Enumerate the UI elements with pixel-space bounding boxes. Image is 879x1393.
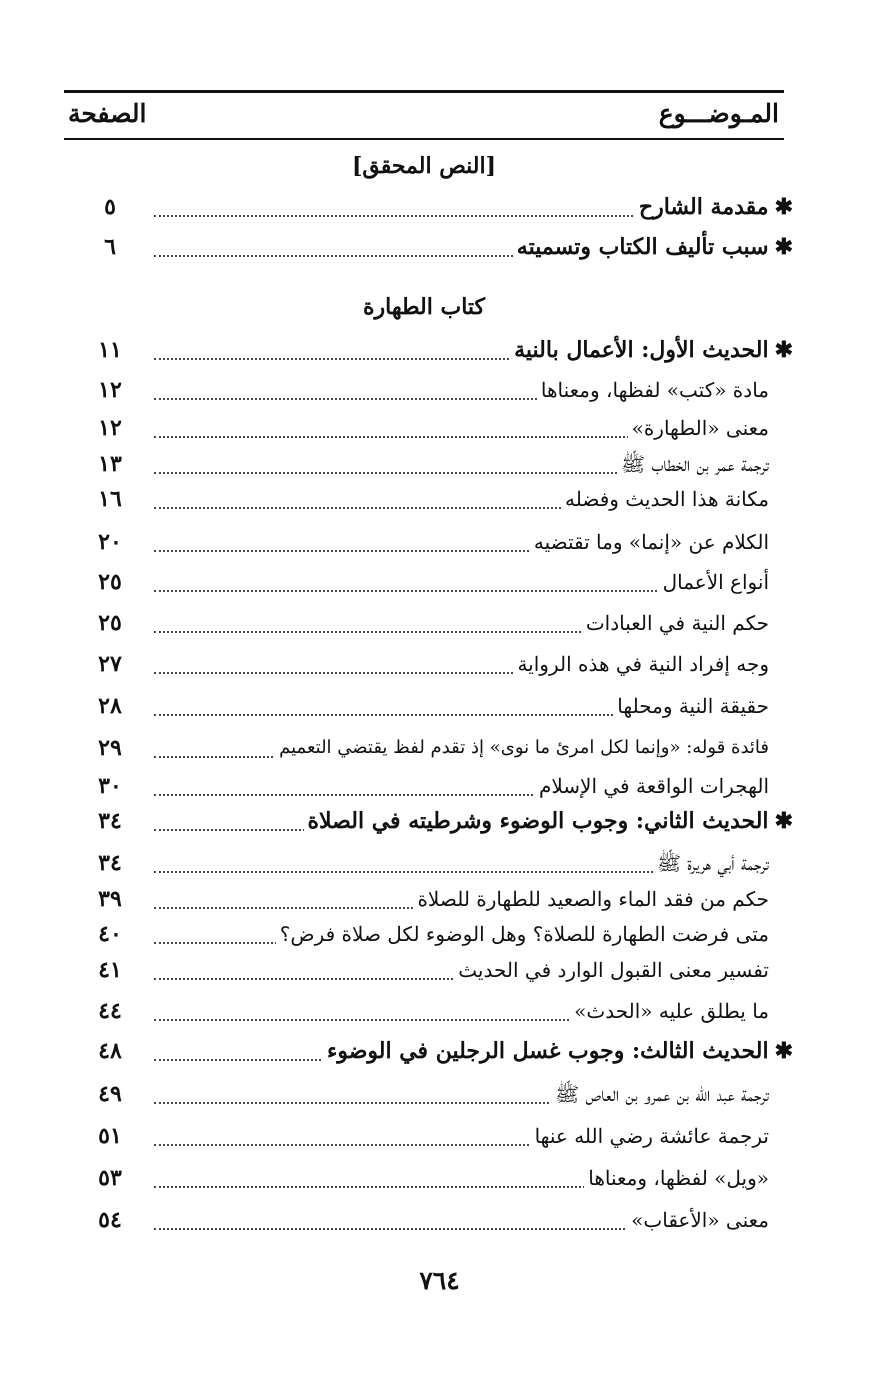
entry-page-number: ٣٤ bbox=[98, 850, 122, 876]
entry-title: الهجرات الواقعة في الإسلام bbox=[535, 768, 769, 804]
entry-title: ✱سبب تأليف الكتاب وتسميته bbox=[513, 229, 793, 265]
toc-entry[interactable] bbox=[0, 564, 879, 600]
entry-title: ✱الحديث الثالث: وجوب غسل الرجلين في الوضوء bbox=[323, 1033, 793, 1069]
toc-entry[interactable] bbox=[0, 332, 879, 368]
entry-title: معنى «الأعقاب» bbox=[627, 1202, 769, 1238]
toc-entry[interactable] bbox=[0, 524, 879, 560]
entry-page-number: ٣٠ bbox=[98, 773, 122, 799]
entry-page-number: ١٢ bbox=[98, 377, 122, 403]
toc-entry[interactable] bbox=[0, 952, 879, 988]
entry-title: حكم من فقد الماء والصعيد للطهارة للصلاة bbox=[413, 881, 769, 917]
entry-page-number: ٥٣ bbox=[98, 1165, 122, 1191]
entry-title: متى فرضت الطهارة للصلاة؟ وهل الوضوء لكل صلاة فرض؟ bbox=[276, 916, 769, 952]
entry-title: ما يطلق عليه «الحدث» bbox=[570, 993, 769, 1029]
folio-page-number: ٧٦٤ bbox=[419, 1266, 460, 1295]
entry-page-number: ٢٥ bbox=[98, 610, 122, 636]
toc-entry[interactable] bbox=[0, 646, 879, 682]
entry-title: ترجمة أبي هريرة ﷺ bbox=[653, 845, 769, 881]
entry-page-number: ٤٠ bbox=[98, 921, 122, 947]
asterisk-bullet-icon: ✱ bbox=[774, 234, 793, 260]
header-top-rule bbox=[64, 90, 784, 93]
entry-title: حكم النية في العبادات bbox=[582, 605, 769, 641]
entry-page-number: ٤١ bbox=[98, 957, 122, 983]
entry-page-number: ٤٩ bbox=[98, 1081, 122, 1107]
entry-page-number: ١٦ bbox=[98, 486, 122, 512]
toc-entry[interactable] bbox=[0, 1202, 879, 1238]
entry-page-number: ١١ bbox=[98, 337, 122, 363]
entry-title: ✱الحديث الثاني: وجوب الوضوء وشرطيته في الصلاة bbox=[304, 803, 793, 839]
asterisk-bullet-icon: ✱ bbox=[774, 1038, 793, 1064]
entry-page-number: ١٢ bbox=[98, 415, 122, 441]
entry-title: تفسير معنى القبول الوارد في الحديث bbox=[454, 952, 769, 988]
entry-page-number: ٢٥ bbox=[98, 569, 122, 595]
entry-page-number: ٥ bbox=[104, 194, 116, 220]
entry-page-number: ٥٤ bbox=[98, 1207, 122, 1233]
toc-entry[interactable] bbox=[0, 688, 879, 724]
page-column-header: الصفحة bbox=[68, 99, 147, 128]
entry-title: ترجمة عائشة رضي الله عنها bbox=[531, 1118, 769, 1154]
entry-title: ترجمة عبد الله بن عمرو بن العاص ﷺ bbox=[551, 1076, 769, 1112]
entry-page-number: ٤٨ bbox=[98, 1038, 122, 1064]
toc-entry[interactable] bbox=[0, 605, 879, 641]
section-heading-verified-text: [النص المحقق] bbox=[351, 153, 497, 179]
toc-entry[interactable] bbox=[0, 410, 879, 446]
entry-title: «ويل» لفظها، ومعناها bbox=[584, 1160, 769, 1196]
toc-entry[interactable] bbox=[0, 1033, 879, 1069]
entry-page-number: ٣٩ bbox=[98, 886, 122, 912]
toc-entry[interactable] bbox=[0, 881, 879, 917]
entry-title: وجه إفراد النية في هذه الرواية bbox=[513, 646, 769, 682]
toc-entry[interactable] bbox=[0, 229, 879, 265]
entry-title: مكانة هذا الحديث وفضله bbox=[561, 481, 769, 517]
asterisk-bullet-icon: ✱ bbox=[774, 194, 793, 220]
entry-title: معنى «الطهارة» bbox=[628, 410, 769, 446]
entry-page-number: ٤٤ bbox=[98, 998, 122, 1024]
asterisk-bullet-icon: ✱ bbox=[774, 808, 793, 834]
toc-entry[interactable] bbox=[0, 768, 879, 804]
entry-title: فائدة قوله: «وإنما لكل امرئ ما نوى» إذ تقدم لفظ يقتضي التعميم bbox=[275, 730, 769, 766]
header-bottom-rule bbox=[64, 138, 784, 140]
entry-page-number: ٣٤ bbox=[98, 808, 122, 834]
toc-entry[interactable] bbox=[0, 1118, 879, 1154]
entry-title: الكلام عن «إنما» وما تقتضيه bbox=[530, 524, 769, 560]
entry-title: مادة «كتب» لفظها، ومعناها bbox=[537, 372, 769, 408]
toc-entry[interactable] bbox=[0, 1160, 879, 1196]
toc-entry[interactable] bbox=[0, 993, 879, 1029]
entry-page-number: ٢٩ bbox=[98, 735, 122, 761]
toc-entry[interactable] bbox=[0, 1076, 879, 1112]
toc-entry[interactable] bbox=[0, 481, 879, 517]
entry-page-number: ٥١ bbox=[98, 1123, 122, 1149]
toc-entry[interactable] bbox=[0, 446, 879, 482]
entry-page-number: ١٣ bbox=[98, 451, 122, 477]
entry-title: ✱الحديث الأول: الأعمال بالنية bbox=[510, 332, 793, 368]
entry-title: حقيقة النية ومحلها bbox=[613, 688, 769, 724]
asterisk-bullet-icon: ✱ bbox=[774, 337, 793, 363]
toc-entry[interactable] bbox=[0, 803, 879, 839]
toc-entry[interactable] bbox=[0, 372, 879, 408]
entry-title: ترجمة عمر بن الخطاب ﷺ bbox=[617, 446, 769, 482]
section-heading-book-of-purification: كتاب الطهارة bbox=[362, 294, 486, 320]
toc-entry[interactable] bbox=[0, 730, 879, 766]
toc-entry[interactable] bbox=[0, 845, 879, 881]
toc-entry[interactable] bbox=[0, 189, 879, 225]
entry-page-number: ٢٠ bbox=[98, 529, 122, 555]
toc-entry[interactable] bbox=[0, 916, 879, 952]
topic-column-header: المـوضـــوع bbox=[658, 99, 779, 128]
entry-page-number: ٦ bbox=[104, 234, 116, 260]
entry-title: ✱مقدمة الشارح bbox=[635, 189, 793, 225]
entry-page-number: ٢٨ bbox=[98, 693, 122, 719]
entry-title: أنواع الأعمال bbox=[659, 564, 769, 600]
entry-page-number: ٢٧ bbox=[98, 651, 122, 677]
